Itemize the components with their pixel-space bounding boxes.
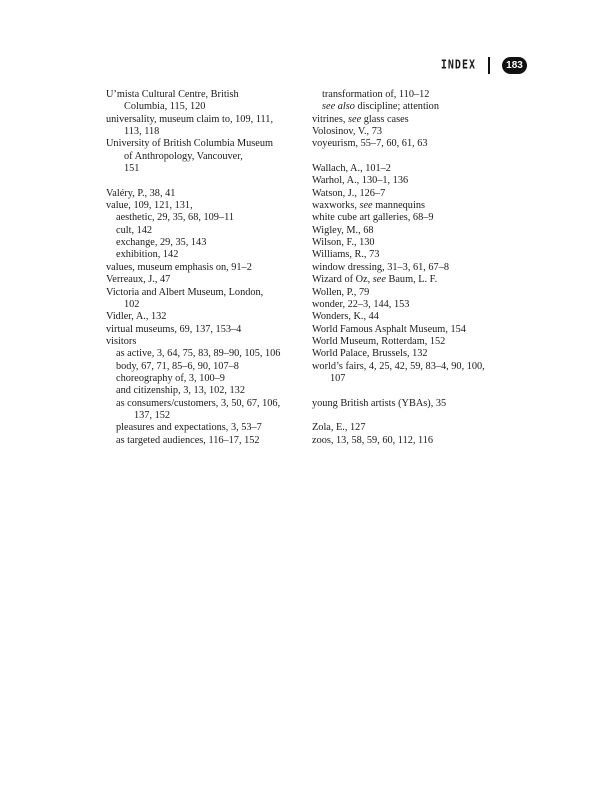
index-text: U’mista Cultural Centre, British — [106, 89, 239, 100]
index-entry — [312, 311, 512, 323]
index-text: Wilson, F., 130 — [312, 237, 375, 249]
index-text: young British artists (YBAs), 35 — [312, 397, 447, 409]
index-text: Wizard of Oz, — [312, 274, 373, 286]
index-text: Baum, L. F. — [385, 274, 438, 286]
index-entry — [312, 225, 512, 237]
index-text: Watson, J., 126–7 — [312, 187, 386, 199]
index-subentry — [106, 385, 306, 397]
index-text: wonder, 22–3, 144, 153 — [312, 298, 410, 310]
index-text: Columbia, 115, 120 — [124, 101, 206, 113]
index-entry — [312, 422, 512, 434]
index-entry — [312, 249, 512, 261]
index-entry — [106, 101, 306, 113]
index-text: Volosinov, V., 73 — [312, 126, 383, 138]
index-entry — [106, 336, 306, 348]
index-text: Verreaux, J., 47 — [106, 274, 171, 286]
index-text: as active, 3, 64, 75, 83, 89–90, 105, 106 — [116, 348, 281, 360]
index-entry — [312, 398, 512, 410]
index-text: window dressing, 31–3, 61, 67–8 — [312, 261, 450, 273]
index-text: Wonders, K., 44 — [312, 311, 379, 323]
index-entry — [312, 237, 512, 249]
index-entry — [312, 200, 512, 212]
index-subentry — [106, 212, 306, 224]
index-entry — [312, 435, 512, 447]
index-entry — [106, 200, 306, 212]
index-column-left — [106, 89, 306, 447]
index-entry — [106, 188, 306, 200]
index-text: Valéry, P., 38, 41 — [106, 187, 176, 199]
index-entry — [312, 163, 512, 175]
index-text: transformation of, 110–12 — [322, 89, 430, 100]
index-subentry — [106, 361, 306, 373]
index-text: mannequins — [372, 200, 425, 212]
running-header — [441, 57, 527, 74]
cross-reference: see — [372, 274, 386, 286]
index-text: as consumers/customers, 3, 50, 67, 106, — [116, 397, 281, 409]
index-subentry — [106, 225, 306, 237]
index-text: 102 — [124, 298, 140, 310]
index-text: Wigley, M., 68 — [312, 224, 374, 236]
index-entry — [312, 361, 512, 373]
index-text: 107 — [330, 372, 346, 384]
index-entry — [312, 324, 512, 336]
index-text: exhibition, 142 — [116, 249, 179, 261]
index-subentry — [312, 89, 512, 101]
index-entry — [312, 274, 512, 286]
index-entry — [312, 188, 512, 200]
index-text: values, museum emphasis on, 91–2 — [106, 261, 252, 273]
index-subentry — [106, 249, 306, 261]
index-entry — [106, 114, 306, 126]
index-text: and citizenship, 3, 13, 102, 132 — [116, 385, 245, 397]
index-entry — [312, 336, 512, 348]
index-text: 151 — [124, 163, 140, 175]
index-text: zoos, 13, 58, 59, 60, 112, 116 — [312, 434, 434, 446]
index-entry — [106, 274, 306, 286]
index-entry — [312, 138, 512, 150]
index-subentry — [106, 410, 306, 422]
index-text: vitrines, — [312, 113, 349, 125]
index-text: waxworks, — [312, 200, 360, 212]
cross-reference: see — [348, 113, 362, 125]
index-text: Victoria and Albert Museum, London, — [106, 286, 264, 298]
cross-reference: see also — [322, 101, 355, 113]
index-subentry — [106, 398, 306, 410]
index-text: as targeted audiences, 116–17, 152 — [116, 434, 260, 446]
running-header-title: INDEX — [440, 58, 476, 73]
index-text: World Palace, Brussels, 132 — [312, 348, 428, 360]
index-text: 113, 118 — [124, 126, 160, 138]
index-column-right — [312, 89, 512, 447]
index-text: world’s fairs, 4, 25, 42, 59, 83–4, 90, 100, — [312, 360, 485, 372]
index-entry — [312, 373, 512, 385]
index-text: value, 109, 121, 131, — [106, 200, 193, 212]
index-text: pleasures and expectations, 3, 53–7 — [116, 422, 262, 434]
index-entry — [312, 175, 512, 187]
header-divider — [488, 57, 490, 74]
index-entry — [106, 163, 306, 175]
index-text: University of British Columbia Museum — [106, 138, 274, 150]
index-entry — [312, 262, 512, 274]
index-text: aesthetic, 29, 35, 68, 109–11 — [116, 212, 235, 224]
index-subentry — [106, 348, 306, 360]
index-entry — [106, 311, 306, 323]
index-entry — [312, 126, 512, 138]
index-entry — [106, 138, 306, 150]
index-entry — [106, 262, 306, 274]
index-text: Warhol, A., 130–1, 136 — [312, 175, 409, 187]
index-entry — [106, 324, 306, 336]
index-subentry — [312, 101, 512, 113]
index-entry — [312, 114, 512, 126]
index-text: Wallach, A., 101–2 — [312, 163, 391, 175]
index-entry — [312, 348, 512, 360]
index-entry — [106, 299, 306, 311]
index-text: Vidler, A., 132 — [106, 311, 167, 323]
index-text: body, 67, 71, 85–6, 90, 107–8 — [116, 360, 239, 372]
index-text: universality, museum claim to, 109, 111, — [106, 113, 274, 125]
index-entry — [312, 299, 512, 311]
index-text: discipline; attention — [354, 101, 439, 113]
index-entry — [106, 126, 306, 138]
index-text: white cube art galleries, 68–9 — [312, 212, 434, 224]
index-text: virtual museums, 69, 137, 153–4 — [106, 323, 242, 335]
page-number-badge: 183 — [502, 57, 527, 74]
cross-reference: see — [359, 200, 373, 212]
index-entry — [106, 89, 306, 101]
index-text: cult, 142 — [116, 224, 153, 236]
index-entry — [106, 151, 306, 163]
index-subentry — [106, 422, 306, 434]
index-text: choreography of, 3, 100–9 — [116, 372, 225, 384]
index-text: visitors — [106, 335, 137, 347]
index-text: glass cases — [361, 113, 409, 125]
index-subentry — [106, 237, 306, 249]
index-subentry — [106, 435, 306, 447]
index-entry — [106, 287, 306, 299]
index-text: Williams, R., 73 — [312, 249, 380, 261]
index-text: voyeurism, 55–7, 60, 61, 63 — [312, 138, 428, 150]
index-text: World Famous Asphalt Museum, 154 — [312, 323, 466, 335]
index-text: of Anthropology, Vancouver, — [124, 150, 243, 162]
index-text: Wollen, P., 79 — [312, 286, 370, 298]
index-text: 137, 152 — [134, 409, 171, 421]
index-text: World Museum, Rotterdam, 152 — [312, 335, 446, 347]
index-text: Zola, E., 127 — [312, 422, 366, 434]
index-subentry — [106, 373, 306, 385]
index-text: exchange, 29, 35, 143 — [116, 237, 207, 249]
index-entry — [312, 287, 512, 299]
index-entry — [312, 212, 512, 224]
